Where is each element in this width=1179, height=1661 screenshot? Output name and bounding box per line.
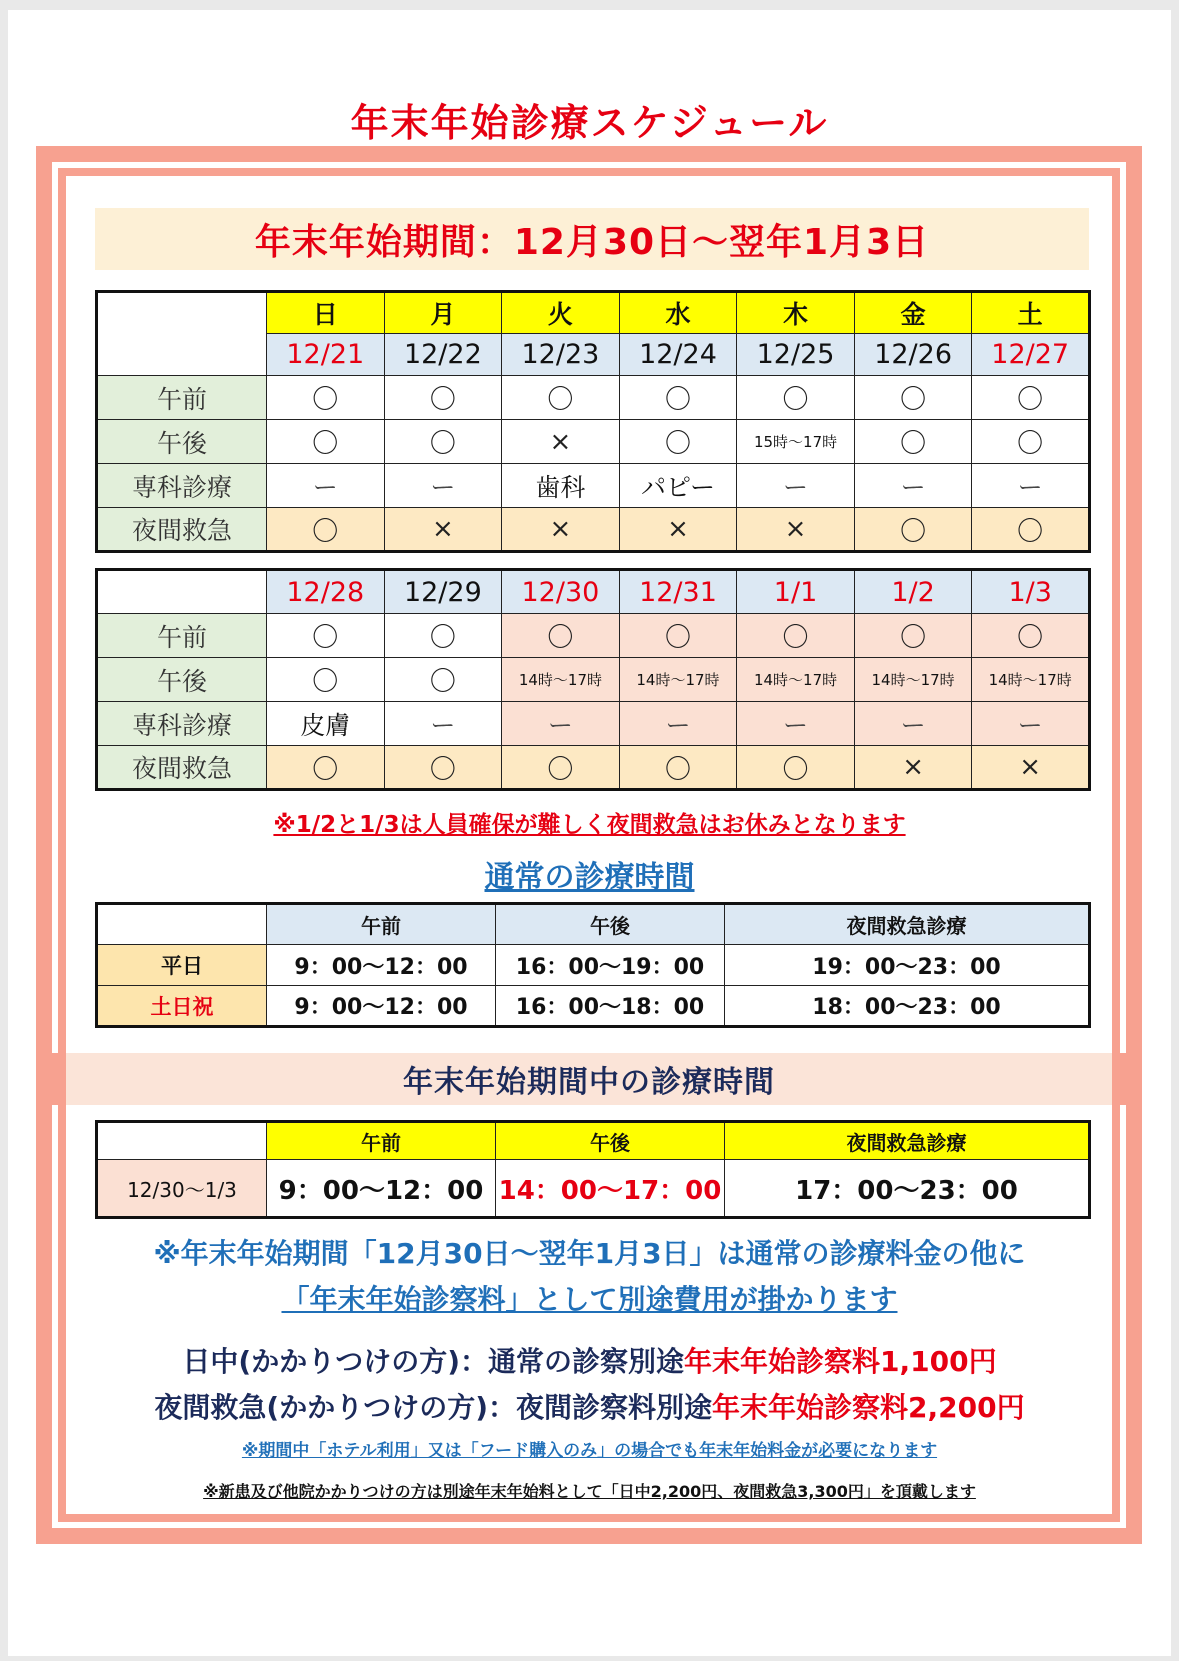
day-header: 火 (502, 292, 620, 334)
special-cell: ー (384, 464, 502, 508)
night-cell: 〇 (854, 508, 972, 552)
am-cell: 〇 (384, 376, 502, 420)
night-cell: 〇 (267, 746, 385, 790)
am-cell: 〇 (737, 376, 855, 420)
pm-cell: 〇 (384, 658, 502, 702)
ny-hours-title: 年末年始期間中の診療時間 (36, 1053, 1142, 1105)
hours-cell: 16：00～18：00 (496, 986, 725, 1027)
am-cell: 〇 (502, 614, 620, 658)
night-cell: × (972, 746, 1090, 790)
row-label-period: 12/30～1/3 (97, 1160, 267, 1218)
night-cell: × (502, 508, 620, 552)
am-cell: 〇 (737, 614, 855, 658)
period-banner: 年末年始期間：12月30日～翌年1月3日 (95, 208, 1089, 270)
night-cell: 〇 (972, 508, 1090, 552)
special-cell: ー (854, 464, 972, 508)
special-cell: ー (267, 464, 385, 508)
table-corner (97, 292, 267, 376)
hours-cell: 16：00～19：00 (496, 945, 725, 986)
col-header-pm: 午後 (496, 1122, 725, 1160)
date-header: 1/3 (972, 570, 1090, 614)
fee-daytime (8, 1340, 1171, 1380)
date-header: 12/22 (384, 334, 502, 376)
am-cell: 〇 (267, 614, 385, 658)
date-header: 1/1 (737, 570, 855, 614)
night-cell: × (619, 508, 737, 552)
normal-hours-table (95, 902, 1091, 1028)
night-cell: × (737, 508, 855, 552)
day-header: 日 (267, 292, 385, 334)
fee-daytime-label: 日中(かかりつけの方)：通常の診察別途 (182, 1345, 685, 1378)
special-cell: ー (384, 702, 502, 746)
schedule-table-week1 (95, 290, 1091, 553)
col-header-night: 夜間救急診療 (725, 1122, 1090, 1160)
col-header-am: 午前 (267, 904, 496, 945)
pm-cell: 〇 (619, 420, 737, 464)
date-header: 1/2 (854, 570, 972, 614)
pm-cell: 〇 (854, 420, 972, 464)
special-cell: ー (972, 702, 1090, 746)
col-header-pm: 午後 (496, 904, 725, 945)
special-cell: 歯科 (502, 464, 620, 508)
hours-cell: 9：00～12：00 (267, 945, 496, 986)
hours-cell: 17：00～23：00 (725, 1160, 1090, 1218)
am-cell: 〇 (384, 614, 502, 658)
pm-cell: 15時～17時 (737, 420, 855, 464)
pm-cell: 14時～17時 (502, 658, 620, 702)
fee-night-label: 夜間救急(かかりつけの方)：夜間診察料別途 (154, 1391, 713, 1424)
date-header: 12/25 (737, 334, 855, 376)
am-cell: 〇 (972, 614, 1090, 658)
am-cell: 〇 (854, 376, 972, 420)
page-title: 年末年始診療スケジュール (350, 101, 829, 145)
special-cell: ー (737, 464, 855, 508)
row-label-night: 夜間救急 (97, 508, 267, 552)
date-header: 12/21 (267, 334, 385, 376)
hours-cell: 18：00～23：00 (725, 986, 1090, 1027)
col-header-am: 午前 (267, 1122, 496, 1160)
night-cell: 〇 (502, 746, 620, 790)
pm-cell: × (502, 420, 620, 464)
am-cell: 〇 (502, 376, 620, 420)
page (8, 10, 1171, 1656)
schedule-table-week2 (95, 568, 1091, 791)
fee-notice-line2: 「年末年始診察料」として別途費用が掛かります (281, 1283, 898, 1316)
special-cell: ー (737, 702, 855, 746)
date-header: 12/30 (502, 570, 620, 614)
row-label-am: 午前 (97, 376, 267, 420)
pm-cell: 14時～17時 (619, 658, 737, 702)
fee-night-amount: 年末年始診察料2,200円 (712, 1391, 1025, 1424)
night-cell: 〇 (267, 508, 385, 552)
table-corner (97, 904, 267, 945)
normal-hours-title: 通常の診療時間 (484, 860, 695, 895)
date-header: 12/28 (267, 570, 385, 614)
fee-notice-line1: ※年末年始期間「12月30日～翌年1月3日」は通常の診療料金の他に (153, 1237, 1026, 1270)
pm-cell: 〇 (267, 658, 385, 702)
am-cell: 〇 (267, 376, 385, 420)
date-header: 12/27 (972, 334, 1090, 376)
table-corner (97, 1122, 267, 1160)
am-cell: 〇 (854, 614, 972, 658)
day-header: 水 (619, 292, 737, 334)
date-header: 12/29 (384, 570, 502, 614)
date-header: 12/26 (854, 334, 972, 376)
row-label-special: 専科診療 (97, 702, 267, 746)
night-cell: 〇 (619, 746, 737, 790)
row-label-special: 専科診療 (97, 464, 267, 508)
row-label-pm: 午後 (97, 658, 267, 702)
col-header-night: 夜間救急診療 (725, 904, 1090, 945)
night-cell: × (854, 746, 972, 790)
hotel-food-note: ※期間中「ホテル利用」又は「フード購入のみ」の場合でも年末年始料金が必要になります (241, 1441, 938, 1461)
new-patient-note: ※新患及び他院かかりつけの方は別途年末年始料として「日中2,200円、夜間救急3,300円」を頂戴します (203, 1482, 976, 1501)
pm-cell: 〇 (267, 420, 385, 464)
night-cell: 〇 (737, 746, 855, 790)
am-cell: 〇 (619, 614, 737, 658)
hours-cell: 9：00～12：00 (267, 986, 496, 1027)
special-cell: ー (502, 702, 620, 746)
fee-night (8, 1386, 1171, 1426)
night-cell: × (384, 508, 502, 552)
day-header: 木 (737, 292, 855, 334)
hours-cell: 14：00～17：00 (496, 1160, 725, 1218)
special-cell: ー (854, 702, 972, 746)
frame-band (36, 1053, 66, 1105)
pm-cell: 〇 (972, 420, 1090, 464)
special-cell: 皮膚 (267, 702, 385, 746)
am-cell: 〇 (619, 376, 737, 420)
night-cell: 〇 (384, 746, 502, 790)
special-cell: ー (972, 464, 1090, 508)
row-label-am: 午前 (97, 614, 267, 658)
day-header: 土 (972, 292, 1090, 334)
pm-cell: 14時～17時 (854, 658, 972, 702)
date-header: 12/31 (619, 570, 737, 614)
hours-cell: 19：00～23：00 (725, 945, 1090, 986)
am-cell: 〇 (972, 376, 1090, 420)
special-cell: パピー (619, 464, 737, 508)
row-label-weekday: 平日 (97, 945, 267, 986)
fee-daytime-amount: 年末年始診察料1,100円 (684, 1345, 997, 1378)
pm-cell: 〇 (384, 420, 502, 464)
day-header: 金 (854, 292, 972, 334)
night-closure-note: ※1/2と1/3は人員確保が難しく夜間救急はお休みとなります (273, 812, 906, 838)
date-header: 12/23 (502, 334, 620, 376)
day-header: 月 (384, 292, 502, 334)
frame-band (1112, 1053, 1142, 1105)
pm-cell: 14時～17時 (972, 658, 1090, 702)
row-label-pm: 午後 (97, 420, 267, 464)
ny-hours-table (95, 1120, 1091, 1219)
table-corner (97, 570, 267, 614)
hours-cell: 9：00～12：00 (267, 1160, 496, 1218)
special-cell: ー (619, 702, 737, 746)
row-label-holiday: 土日祝 (97, 986, 267, 1027)
date-header: 12/24 (619, 334, 737, 376)
pm-cell: 14時～17時 (737, 658, 855, 702)
row-label-night: 夜間救急 (97, 746, 267, 790)
